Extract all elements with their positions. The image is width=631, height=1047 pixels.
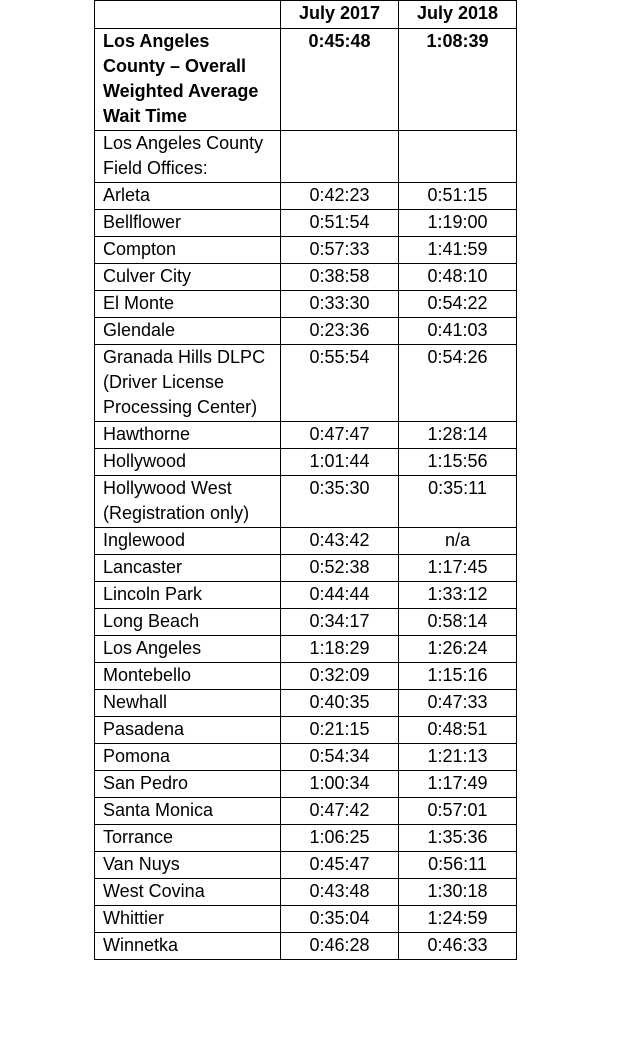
overall-july-2017: 0:45:48 — [281, 29, 399, 131]
july-2017-cell: 0:23:36 — [281, 318, 399, 345]
july-2018-cell: 1:41:59 — [399, 237, 517, 264]
header-cell-july-2018: July 2018 — [399, 1, 517, 29]
table-row — [95, 237, 517, 264]
july-2018-cell: 0:56:11 — [399, 852, 517, 879]
table-row — [95, 933, 517, 960]
july-2018-cell: 1:17:49 — [399, 771, 517, 798]
july-2017-cell: 0:55:54 — [281, 345, 399, 422]
july-2017-cell: 0:35:30 — [281, 476, 399, 528]
office-cell: Inglewood — [95, 528, 281, 555]
table-row — [95, 449, 517, 476]
july-2017-cell: 0:38:58 — [281, 264, 399, 291]
office-cell: San Pedro — [95, 771, 281, 798]
july-2017-cell: 1:00:34 — [281, 771, 399, 798]
july-2018-cell: 1:28:14 — [399, 422, 517, 449]
july-2017-cell: 1:18:29 — [281, 636, 399, 663]
table-row — [95, 825, 517, 852]
office-cell: Los Angeles — [95, 636, 281, 663]
office-cell: Whittier — [95, 906, 281, 933]
overall-label: Los Angeles County – Overall Weighted Average Wait Time — [95, 29, 281, 131]
header-cell-july-2017: July 2017 — [281, 1, 399, 29]
july-2017-cell: 0:47:47 — [281, 422, 399, 449]
table-row — [95, 609, 517, 636]
section-empty-cell — [399, 131, 517, 183]
office-cell: Granada Hills DLPC (Driver License Processing Center) — [95, 345, 281, 422]
july-2017-cell: 0:33:30 — [281, 291, 399, 318]
table-row — [95, 717, 517, 744]
office-cell: Winnetka — [95, 933, 281, 960]
july-2017-cell: 0:42:23 — [281, 183, 399, 210]
table-row — [95, 879, 517, 906]
july-2018-cell: 0:47:33 — [399, 690, 517, 717]
table-row — [95, 852, 517, 879]
july-2018-cell: 0:48:51 — [399, 717, 517, 744]
section-empty-cell — [281, 131, 399, 183]
table-row — [95, 422, 517, 449]
office-cell: Montebello — [95, 663, 281, 690]
table-row — [95, 291, 517, 318]
july-2018-cell: 0:46:33 — [399, 933, 517, 960]
july-2018-cell: 0:35:11 — [399, 476, 517, 528]
table-row — [95, 771, 517, 798]
july-2017-cell: 0:35:04 — [281, 906, 399, 933]
table-row — [95, 555, 517, 582]
july-2017-cell: 0:34:17 — [281, 609, 399, 636]
section-row — [95, 131, 517, 183]
july-2018-cell: 1:19:00 — [399, 210, 517, 237]
july-2018-cell: 1:33:12 — [399, 582, 517, 609]
july-2017-cell: 0:45:47 — [281, 852, 399, 879]
july-2017-cell: 0:47:42 — [281, 798, 399, 825]
office-cell: Compton — [95, 237, 281, 264]
table-row — [95, 906, 517, 933]
july-2018-cell: 0:58:14 — [399, 609, 517, 636]
july-2018-cell: 1:26:24 — [399, 636, 517, 663]
july-2017-cell: 0:40:35 — [281, 690, 399, 717]
july-2017-cell: 0:51:54 — [281, 210, 399, 237]
office-cell: Torrance — [95, 825, 281, 852]
july-2017-cell: 0:44:44 — [281, 582, 399, 609]
office-cell: Hollywood West (Registration only) — [95, 476, 281, 528]
office-cell: West Covina — [95, 879, 281, 906]
table-row — [95, 690, 517, 717]
office-cell: Lancaster — [95, 555, 281, 582]
july-2018-cell: 1:15:16 — [399, 663, 517, 690]
table-row — [95, 476, 517, 528]
office-cell: Hawthorne — [95, 422, 281, 449]
july-2018-cell: 0:48:10 — [399, 264, 517, 291]
july-2017-cell: 0:52:38 — [281, 555, 399, 582]
table-row — [95, 798, 517, 825]
office-cell: Newhall — [95, 690, 281, 717]
office-cell: Culver City — [95, 264, 281, 291]
office-cell: Van Nuys — [95, 852, 281, 879]
table-row — [95, 318, 517, 345]
july-2018-cell: 1:35:36 — [399, 825, 517, 852]
table-row — [95, 528, 517, 555]
office-cell: Santa Monica — [95, 798, 281, 825]
july-2017-cell: 0:32:09 — [281, 663, 399, 690]
july-2018-cell: 0:41:03 — [399, 318, 517, 345]
table-row — [95, 210, 517, 237]
table-row — [95, 264, 517, 291]
office-cell: Arleta — [95, 183, 281, 210]
july-2018-cell: 1:21:13 — [399, 744, 517, 771]
office-cell: El Monte — [95, 291, 281, 318]
table-row — [95, 663, 517, 690]
table-row — [95, 345, 517, 422]
july-2017-cell: 0:57:33 — [281, 237, 399, 264]
overall-row — [95, 29, 517, 131]
july-2018-cell: 1:17:45 — [399, 555, 517, 582]
july-2017-cell: 0:21:15 — [281, 717, 399, 744]
office-cell: Lincoln Park — [95, 582, 281, 609]
office-cell: Pomona — [95, 744, 281, 771]
july-2018-cell: 1:15:56 — [399, 449, 517, 476]
july-2017-cell: 1:01:44 — [281, 449, 399, 476]
july-2017-cell: 0:54:34 — [281, 744, 399, 771]
overall-july-2018: 1:08:39 — [399, 29, 517, 131]
july-2018-cell: 0:51:15 — [399, 183, 517, 210]
office-cell: Glendale — [95, 318, 281, 345]
july-2018-cell: 0:57:01 — [399, 798, 517, 825]
table-row — [95, 744, 517, 771]
office-cell: Pasadena — [95, 717, 281, 744]
section-label: Los Angeles County Field Offices: — [95, 131, 281, 183]
july-2017-cell: 1:06:25 — [281, 825, 399, 852]
header-row — [95, 1, 517, 29]
july-2018-cell: 1:24:59 — [399, 906, 517, 933]
office-cell: Long Beach — [95, 609, 281, 636]
july-2017-cell: 0:43:42 — [281, 528, 399, 555]
office-cell: Bellflower — [95, 210, 281, 237]
july-2018-cell: 0:54:22 — [399, 291, 517, 318]
wait-time-table — [94, 0, 517, 960]
table-row — [95, 582, 517, 609]
july-2018-cell: 1:30:18 — [399, 879, 517, 906]
july-2018-cell: n/a — [399, 528, 517, 555]
office-cell: Hollywood — [95, 449, 281, 476]
july-2017-cell: 0:43:48 — [281, 879, 399, 906]
july-2017-cell: 0:46:28 — [281, 933, 399, 960]
header-cell-office — [95, 1, 281, 29]
july-2018-cell: 0:54:26 — [399, 345, 517, 422]
table-row — [95, 636, 517, 663]
table-row — [95, 183, 517, 210]
